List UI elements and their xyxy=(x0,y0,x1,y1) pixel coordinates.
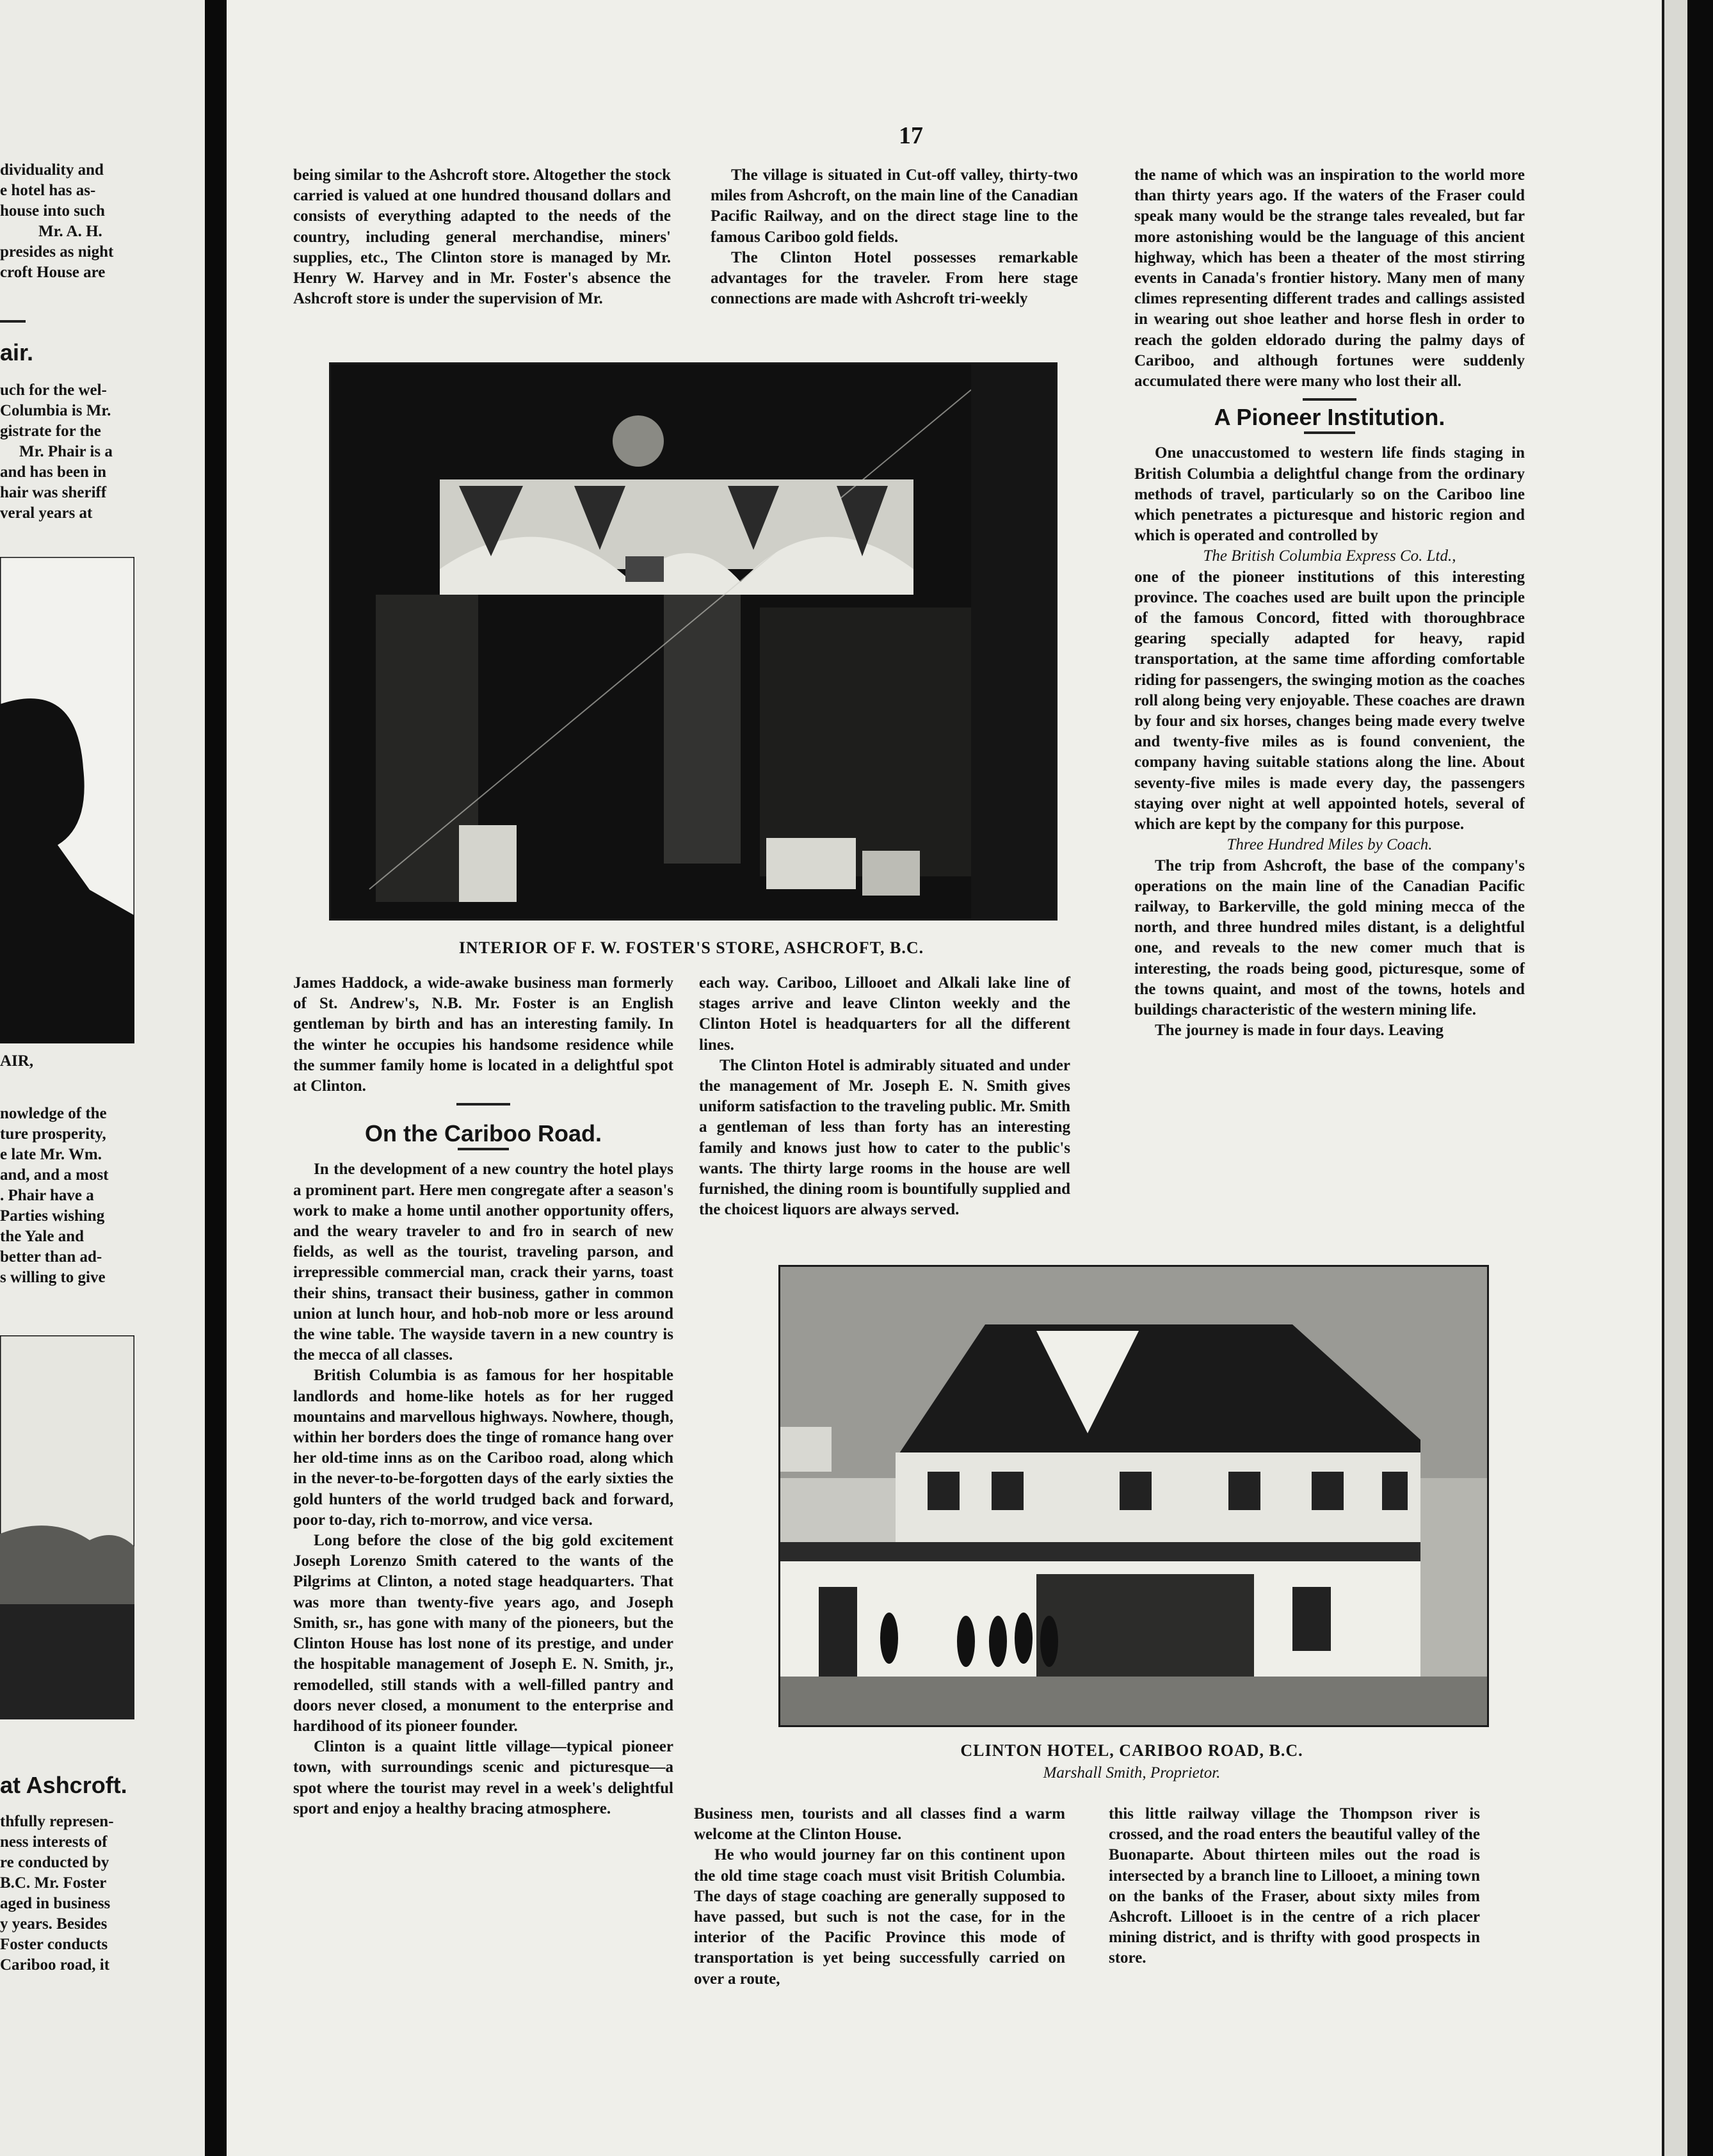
section-heading-pioneer-institution: A Pioneer Institution. xyxy=(1214,404,1445,431)
hotel-photo-caption: CLINTON HOTEL, CARIBOO ROAD, B.C. xyxy=(960,1741,1303,1760)
scan-border xyxy=(1687,0,1713,2156)
column-2-top xyxy=(711,165,1078,309)
divider xyxy=(1303,398,1356,401)
portrait-image xyxy=(0,557,134,1043)
paragraph: one of the pioneer institutions of this interesting province. The coaches used are built upon the principle of the famous Concord, fitted with thoroughbrace gearing specially adapted for heavy, rapid transportation, at the same time affording comfortable riding for passengers, the swinging motion as the coaches roll along being very enjoyable. These coaches are drawn by four and six horses, changes being made every twelve and twenty-five miles as is found convenient, the company having suitable stations along the line. About seventy-five miles is made every day, the passengers staying over night at well appointed hotels, several of which are kept by the company for this purpose. xyxy=(1134,568,1525,833)
page-number: 17 xyxy=(899,122,923,149)
left-line: veral years at xyxy=(0,504,93,522)
hotel-photo-subcaption: Marshall Smith, Proprietor. xyxy=(1043,1764,1221,1782)
left-line: Cariboo road, it xyxy=(0,1956,110,1974)
paragraph: the name of which was an inspiration to the world more than thirty years ago. If the waters of the Fraser could speak many would be the strange tales revealed, but far more astonishing would be the language of this ancient highway, which has been a theater of the most stirring events in Canada's frontier history. Many men of many climes representing different trades and callings assisted in wearing out shoe leather and horse flesh in order to reach the golden eldorado during the palmy days of Cariboo, and although fortunes were suddenly accumulated there were many who lost their all. xyxy=(1134,166,1525,390)
paragraph: this little railway village the Thompson river is crossed, and the road enters the beautiful valley of the Buonaparte. About thirteen miles out the road is intersected by a branch line to Lillooet, a mining town on the banks of the Fraser, about sixty miles from Ashcroft. Lillooet is in the centre of a rich placer mining district, and is thrifty with good prospects in store. xyxy=(1109,1805,1480,1967)
divider xyxy=(456,1103,510,1106)
paragraph: James Haddock, a wide-awake business man formerly of St. Andrew's, N.B. Mr. Foster is an English gentleman by birth and has an interesting family. In the winter he occupies his handsome residence while the summer family home is located in a delightful spot at Clinton. xyxy=(293,974,673,1095)
left-line: e hotel has as- xyxy=(0,182,96,199)
column-2-middle xyxy=(699,973,1070,1220)
portrait-photo xyxy=(0,557,134,1043)
left-line: presides as night xyxy=(0,243,114,261)
left-line: better than ad- xyxy=(0,1248,102,1266)
paragraph: Long before the close of the big gold excitement Joseph Lorenzo Smith catered to the wants of the Pilgrims at Clinton, a noted stage headquarters. That was more than twenty-five years ago, and Joseph Smith, sr., has gone with many of the pioneers, but the Clinton House has lost none of its prestige, and under the hospitable management of Joseph E. N. Smith, jr., remodelled, still stands with a well-filled pantry and doors never closed, a monument to the enterprise and hardihood of its pioneer founder. xyxy=(293,1532,673,1735)
paragraph: Business men, tourists and all classes find a warm welcome at the Clinton House. xyxy=(694,1805,1065,1844)
left-line: house into such xyxy=(0,202,105,220)
paragraph: The village is situated in Cut-off valley, thirty-two miles from Ashcroft, on the main line of the Canadian Pacific Railway, and on the direct stage line to the famous Cariboo gold fields. xyxy=(711,166,1078,246)
divider xyxy=(1304,431,1355,434)
left-line: ture prosperity, xyxy=(0,1125,106,1143)
column-1-top xyxy=(293,165,671,309)
left-line: Mr. Phair is a xyxy=(19,443,113,460)
paragraph: The Clinton Hotel possesses remarkable advantages for the traveler. From here stage connections are made with Ashcroft tri-weekly xyxy=(711,248,1078,308)
left-line: Parties wishing xyxy=(0,1207,105,1225)
column-3-bottom xyxy=(1109,1804,1480,1969)
paragraph: The Clinton Hotel is admirably situated and under the management of Mr. Joseph E. N. Smith gives uniform satisfaction to the traveling public. Mr. Smith a gentleman of less than forty has an interesting family and knows just how to cater to the public's wants. The thirty large rooms in the house are well furnished, the dining room is bountifully supplied and the choicest liquors are always served. xyxy=(699,1056,1070,1219)
store-interior-image xyxy=(331,364,1056,919)
paragraph: He who would journey far on this continent upon the old time stage coach must visit British Columbia. The days of stage coaching are generally supposed to have passed, but such is not the case, for in the interior of the Pacific Province this mode of transportation is yet being successfully carried on over a route, xyxy=(694,1846,1065,1988)
left-line: Columbia is Mr. xyxy=(0,402,111,419)
clinton-hotel-photo xyxy=(778,1265,1489,1727)
left-line: uch for the wel- xyxy=(0,382,107,399)
left-text-block-4 xyxy=(0,1812,141,1975)
paragraph: In the development of a new country the hotel plays a prominent part. Here men congregate after a season's work to make a home until another opportunity offers, and the weary traveler to and fro in search of new fields, as well as the tourist, traveling parson, and irrepressible commercial man, crack their yarns, toast their shins, transact their business, gather in common union at lunch hour, and hob-nob more or less around the wine table. The wayside tavern in a new country is the mecca of all classes. xyxy=(293,1161,673,1364)
left-text-block-2 xyxy=(0,380,141,524)
divider xyxy=(0,320,26,323)
previous-page-fragment xyxy=(0,0,205,2156)
left-line: Foster conducts xyxy=(0,1936,108,1953)
column-1-lower xyxy=(293,973,673,1819)
clinton-hotel-image xyxy=(780,1267,1487,1725)
subheading-three-hundred-miles: Three Hundred Miles by Coach. xyxy=(1226,836,1433,854)
store-photo-caption: INTERIOR OF F. W. FOSTER'S STORE, ASHCROFT, B.C. xyxy=(458,938,924,957)
landscape-image xyxy=(0,1335,134,1719)
left-line: and, and a most xyxy=(0,1166,109,1184)
paragraph: The journey is made in four days. Leaving xyxy=(1155,1022,1444,1040)
left-line: re conducted by xyxy=(0,1854,109,1871)
paragraph: being similar to the Ashcroft store. Altogether the stock carried is valued at one hundred thousand dollars and consists of everything adapted to the needs of the country, including general merchandise, miners' supplies, etc., The Clinton store is managed by Mr. Henry W. Harvey and in Mr. Foster's absence the Ashcroft store is under the supervision of Mr. xyxy=(293,166,671,308)
gutter-shadow xyxy=(205,0,227,2156)
left-line: s willing to give xyxy=(0,1269,106,1286)
column-2-bottom xyxy=(694,1804,1065,1990)
portrait-label: AIR, xyxy=(0,1052,34,1070)
left-line: croft House are xyxy=(0,264,106,281)
paragraph: The trip from Ashcroft, the base of the company's operations on the main line of the Canadian Pacific railway, to Barkerville, the gold mining mecca of the north, and three hundred miles distant, is a delightful one, and reveals to the new comer much that is interesting, the roads being good, picturesque, some of the towns quaint, and most of the towns, hotels and buildings characteristic of the western mining life. xyxy=(1134,857,1525,1018)
section-heading-cariboo-road: On the Cariboo Road. xyxy=(364,1120,602,1147)
left-text-block-1 xyxy=(0,160,141,283)
left-line: y years. Besides xyxy=(0,1915,108,1933)
left-line: and has been in xyxy=(0,463,107,481)
paragraph: each way. Cariboo, Lillooet and Alkali lake line of stages arrive and leave Clinton weekly and the Clinton Hotel is headquarters for all the different lines. xyxy=(699,974,1070,1054)
column-3 xyxy=(1134,165,1525,1041)
company-name: The British Columbia Express Co. Ltd., xyxy=(1203,547,1456,565)
left-line: ness interests of xyxy=(0,1833,108,1851)
left-line: hair was sheriff xyxy=(0,484,107,501)
left-line: the Yale and xyxy=(0,1228,84,1245)
left-line: thfully represen- xyxy=(0,1813,114,1830)
paragraph: One unaccustomed to western life finds staging in British Columbia a delightful change from the ordinary methods of travel, particularly so on the Cariboo line which penetrates a picturesque and historic region and which is operated and controlled by xyxy=(1134,444,1525,545)
divider xyxy=(458,1148,509,1150)
left-line: nowledge of the xyxy=(0,1105,107,1122)
landscape-photo xyxy=(0,1335,134,1719)
left-line: Mr. A. H. xyxy=(38,223,102,240)
left-line: dividuality and xyxy=(0,161,104,179)
left-line: . Phair have a xyxy=(0,1187,94,1204)
left-line: e late Mr. Wm. xyxy=(0,1146,102,1163)
left-line: gistrate for the xyxy=(0,422,101,440)
store-interior-photo xyxy=(329,362,1058,921)
left-heading-1: air. xyxy=(0,339,34,366)
page-edge xyxy=(1662,0,1690,2156)
paragraph: Clinton is a quaint little village—typical pioneer town, with surroundings scenic and picturesque—a spot where the tourist may revel in a week's delightful sport and enjoy a healthy bracing atmosphere. xyxy=(293,1738,673,1817)
paragraph: British Columbia is as famous for her hospitable landlords and home-like hotels as for her rugged mountains and marvellous highways. Nowhere, though, within her borders does the tinge of romance hang over her old-time inns as on the Cariboo road, along which in the never-to-be-forgotten days of the early sixties the gold hunters of the world trudged back and forward, poor to-day, rich to-morrow, and vice versa. xyxy=(293,1367,673,1529)
left-text-block-3 xyxy=(0,1104,141,1288)
left-line: aged in business xyxy=(0,1895,111,1912)
newspaper-page xyxy=(227,0,1681,2156)
left-line: B.C. Mr. Foster xyxy=(0,1874,107,1892)
left-heading-2: at Ashcroft. xyxy=(0,1772,127,1798)
